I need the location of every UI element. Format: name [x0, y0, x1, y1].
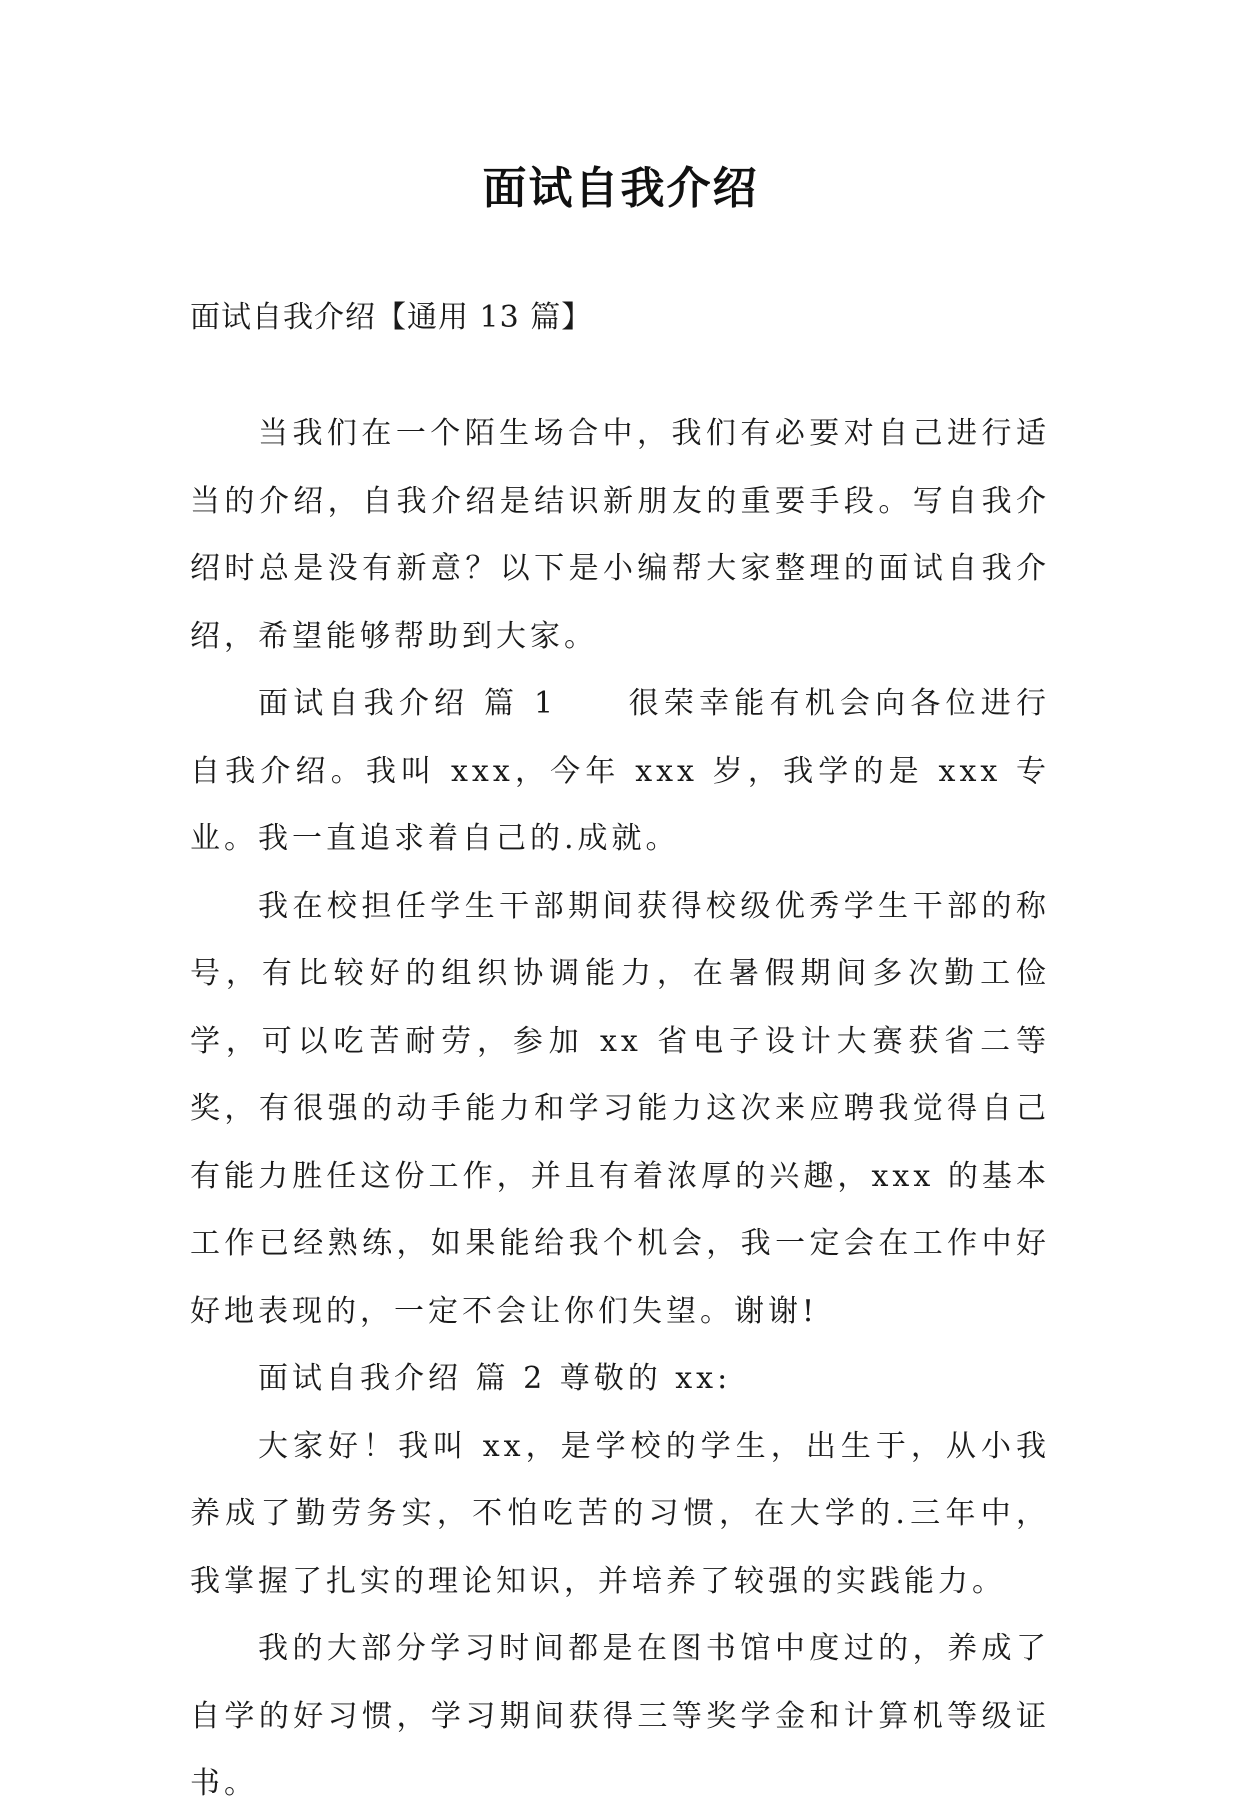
- paragraph: 面试自我介绍 篇 1 很荣幸能有机会向各位进行自我介绍。我叫 xxx，今年 xxx 岁，我学的是 xxx 专业。我一直追求着自己的.成就。: [190, 686, 1050, 856]
- paragraph: 当我们在一个陌生场合中，我们有必要对自己进行适当的介绍，自我介绍是结识新朋友的重要手段。写自我介绍时总是没有新意？以下是小编帮大家整理的面试自我介绍，希望能够帮助到大家。: [190, 416, 1050, 654]
- document-subtitle: 面试自我介绍【通用 13 篇】: [190, 300, 593, 335]
- document-title: 面试自我介绍: [482, 163, 759, 214]
- paragraph: 我的大部分学习时间都是在图书馆中度过的，养成了自学的好习惯，学习期间获得三等奖学金和计算机等级证书。: [190, 1631, 1050, 1801]
- paragraph: 我在校担任学生干部期间获得校级优秀学生干部的称号，有比较好的组织协调能力，在暑假期间多次勤工俭学，可以吃苦耐劳，参加 xx 省电子设计大赛获省二等奖，有很强的动手能力和学习能力这次来应聘我觉得自己有能力胜任这份工作，并且有着浓厚的兴趣，xxx 的基本工作已经熟练，如果能给我个机会，我一定会在工作中好好地表现的，一定不会让你们失望。谢谢!: [190, 888, 1050, 1329]
- document-body: [190, 400, 1050, 1818]
- paragraph: 面试自我介绍 篇 2 尊敬的 xx:: [258, 1361, 732, 1396]
- paragraph: 大家好！我叫 xx，是学校的学生，出生于，从小我养成了勤劳务实，不怕吃苦的习惯，在大学的.三年中，我掌握了扎实的理论知识，并培养了较强的实践能力。: [190, 1428, 1050, 1599]
